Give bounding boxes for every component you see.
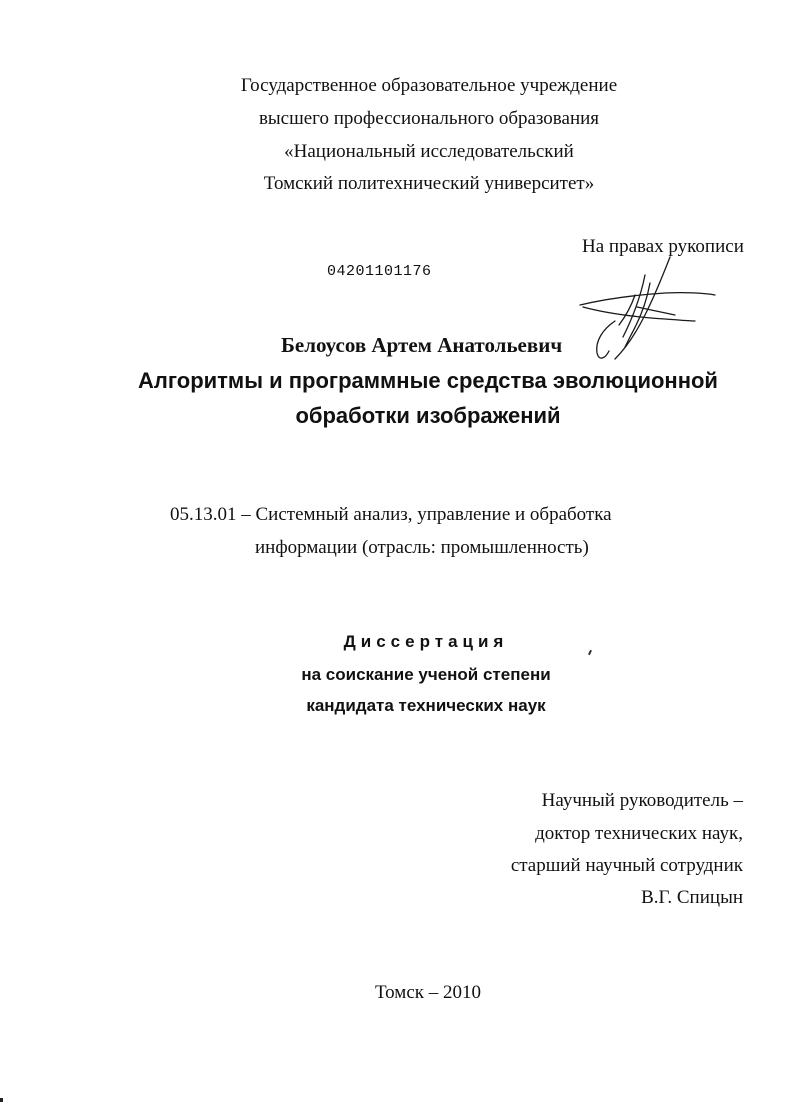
degree-line-1: на соискание ученой степени [301, 665, 551, 684]
signature-image [575, 255, 725, 367]
city-year: Томск – 2010 [374, 982, 481, 1003]
specialty-line-1: 05.13.01 – Системный анализ, управление и обработка [170, 504, 612, 525]
specialty-line-2: информации (отрасль: промышленность) [255, 537, 589, 558]
supervisor-line-3: старший научный сотрудник [510, 855, 743, 876]
scan-speck [588, 650, 592, 655]
manuscript-note: На правах рукописи [582, 236, 744, 257]
supervisor-line-4: В.Г. Спицын [641, 887, 743, 908]
supervisor-line-1: Научный руководитель – [541, 790, 743, 811]
institution-line-1: Государственное образовательное учреждение [240, 75, 618, 96]
institution-line-4: Томский политехнический университет» [263, 173, 595, 194]
author-name: Белоусов Артем Анатольевич [281, 333, 563, 357]
thesis-title-line-2: обработки изображений [295, 403, 561, 428]
scan-edge-mark [0, 1098, 3, 1102]
institution-line-3: «Национальный исследовательский [284, 141, 574, 162]
degree-line-2: кандидата технических наук [306, 696, 546, 715]
institution-line-2: высшего профессионального образования [258, 108, 600, 129]
thesis-title-line-1: Алгоритмы и программные средства эволюционной [138, 368, 718, 393]
registration-number: 04201101176 [327, 263, 432, 280]
supervisor-line-2: доктор технических наук, [535, 823, 743, 844]
dissertation-heading: Диссертация [343, 632, 509, 651]
